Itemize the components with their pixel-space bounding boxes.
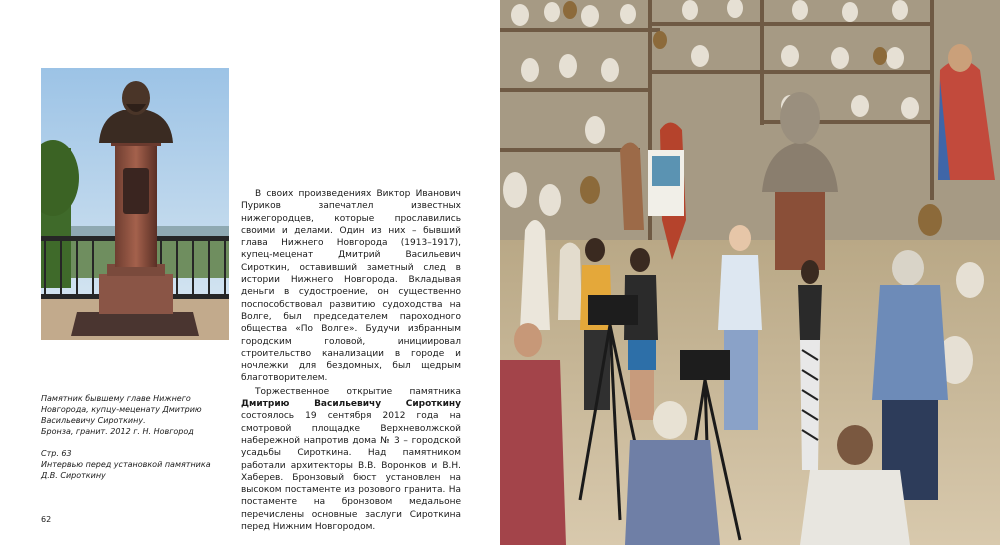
page-number: 62 xyxy=(41,515,52,524)
page-ref-line: Стр. 63 xyxy=(41,449,72,458)
page-ref-line: Интервью перед установкой памятника xyxy=(41,460,211,469)
body-paragraph-2 xyxy=(241,386,461,534)
caption-line: Бронза, гранит. 2012 г. Н. Новгород xyxy=(41,427,194,436)
page-reference-caption xyxy=(41,448,231,481)
body-paragraph-2-start: Торжественное открытие памятника xyxy=(255,386,461,397)
caption-line: Памятник бывшему главе Нижнего xyxy=(41,394,191,403)
body-text xyxy=(241,188,461,533)
monument-photo xyxy=(41,68,229,340)
body-paragraph-2-name: Дмитрию Васильевичу Сироткину xyxy=(241,399,461,410)
page-ref-line: Д.В. Сироткину xyxy=(41,471,106,480)
photo-caption xyxy=(41,393,231,437)
caption-line: Васильевичу Сироткину. xyxy=(41,416,146,425)
caption-line: Новгорода, купцу-меценату Дмитрию xyxy=(41,405,202,414)
body-paragraph-1: В своих произведениях Виктор Иванович Пуриков запечатлел известных нижегородцев, которые прославились своими и делами. Один из них – бывший глава Нижнего Новгорода (1913–1917), купец-меценат Дмитрий Васильевич Сироткин, оставивший заметный след в истории Нижнего Новгорода. Вкладывая деньги в судостроение, он существенно поспособствовал развитию судоходства на Волге, был председателем пароходного общества «По Волге». Будучи избранным городским головой, инициировал строительство канализации в городе и ночлежки для бездомных, был щедрым благотворителем. xyxy=(241,189,461,384)
body-paragraph-2-end: состоялось 19 сентября 2012 года на смотровой площадке Верхневолжской набережной напротив дома № 3 – городской усадьбы Сироткина. Над памятником работали архитекторы В.В. Воронков и В.Н. Хаберев. Бронзовый бюст установлен на высоком постаменте из розового гранита. На постаменте на бронзовом медальоне перечислены основные заслуги Сироткина перед Нижним Новгородом. xyxy=(241,411,461,533)
interview-photo xyxy=(500,0,1000,545)
